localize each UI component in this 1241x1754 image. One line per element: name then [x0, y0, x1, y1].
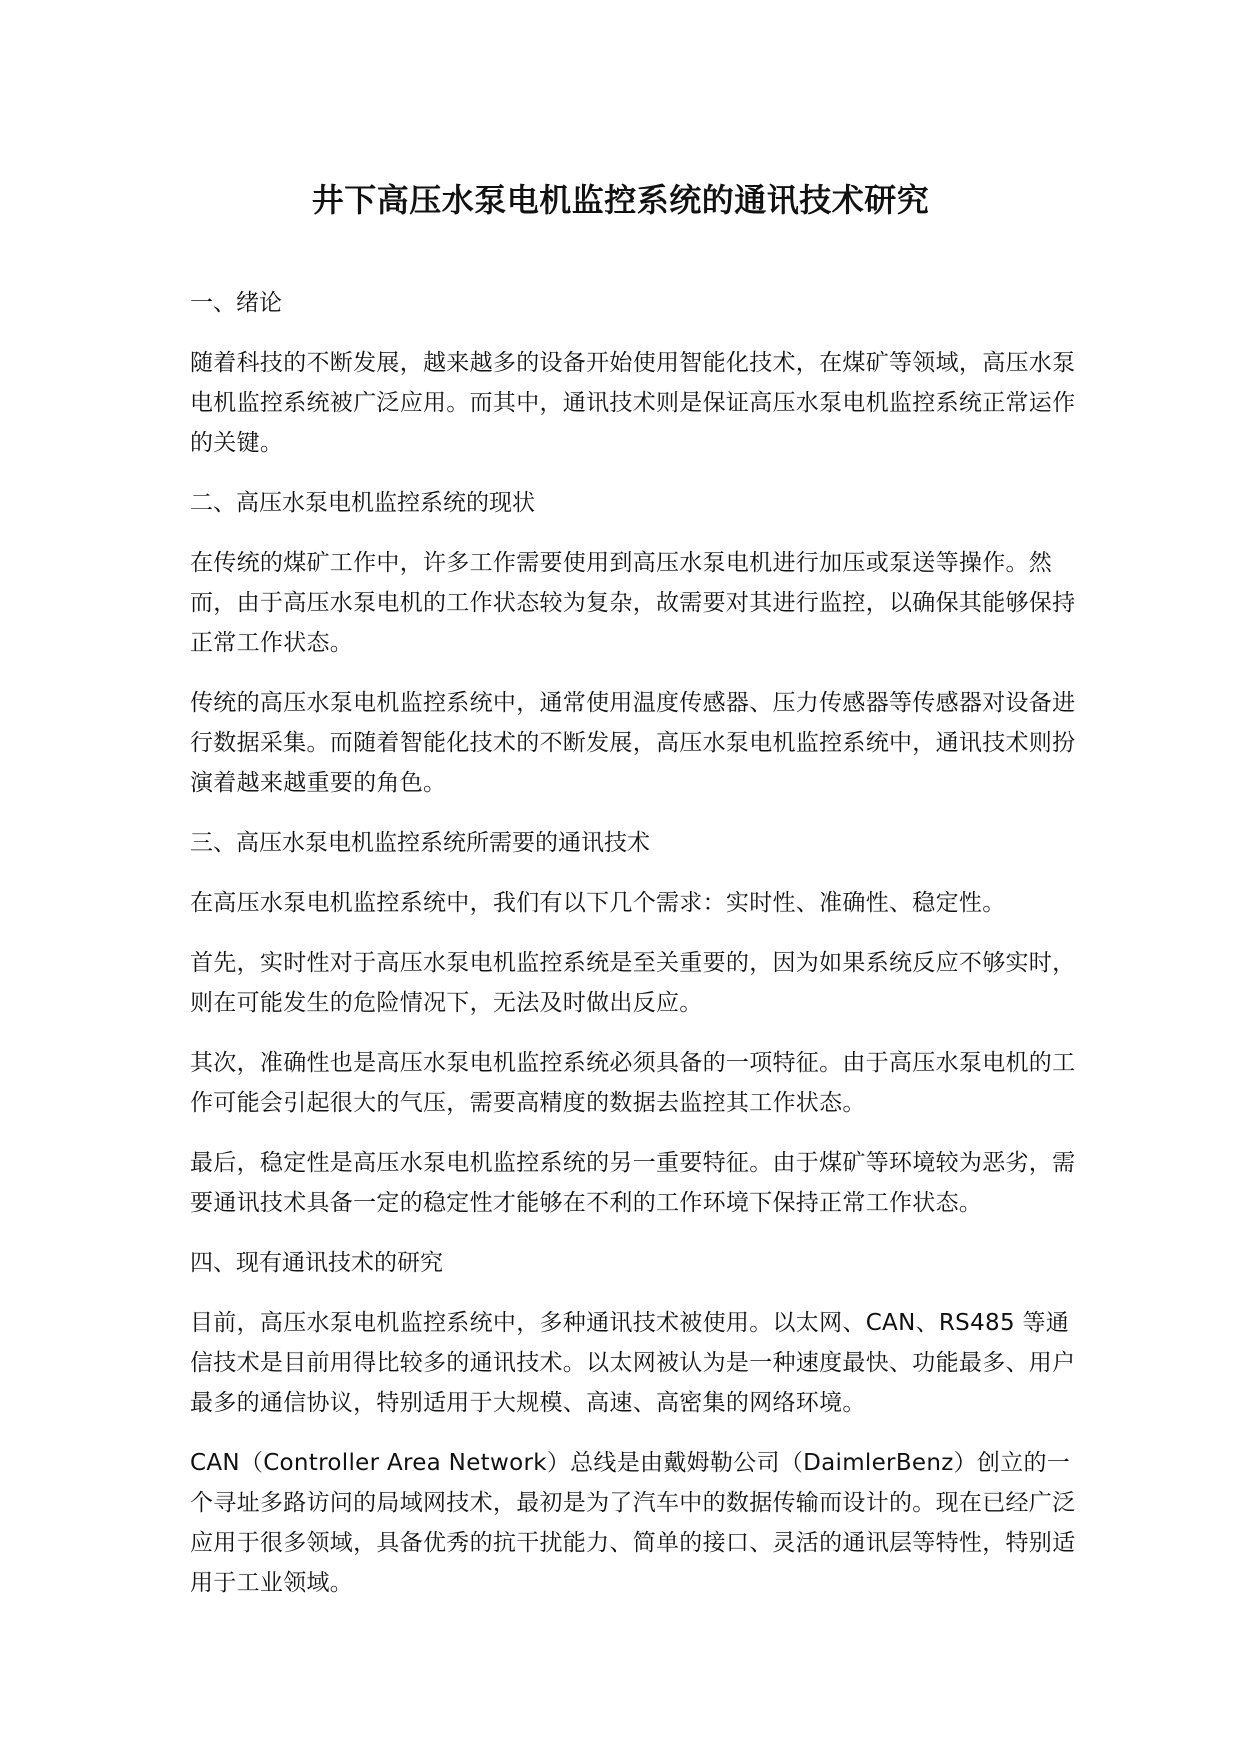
paragraph: 目前，高压水泵电机监控系统中，多种通讯技术被使用。以太网、CAN、RS485 等通信技术是目前用得比较多的通讯技术。以太网被认为是一种速度最快、功能最多、用户最多的通信协议，特别适用于大规模、高速、高密集的网络环境。 — [190, 1310, 1076, 1416]
section-heading-introduction: 一、绪论 — [190, 290, 282, 316]
section-heading-current-status: 二、高压水泵电机监控系统的现状 — [190, 490, 535, 516]
section-heading-existing-research: 四、现有通讯技术的研究 — [190, 1250, 443, 1276]
paragraph: 最后，稳定性是高压水泵电机监控系统的另一重要特征。由于煤矿等环境较为恶劣，需要通讯技术具备一定的稳定性才能够在不利的工作环境下保持正常工作状态。 — [190, 1150, 1076, 1216]
paragraph: 传统的高压水泵电机监控系统中，通常使用温度传感器、压力传感器等传感器对设备进行数据采集。而随着智能化技术的不断发展，高压水泵电机监控系统中，通讯技术则扮演着越来越重要的角色。 — [190, 690, 1076, 796]
document-body — [190, 283, 1090, 1623]
document-title: 井下高压水泵电机监控系统的通讯技术研究 — [311, 181, 930, 219]
section-heading-required-technology: 三、高压水泵电机监控系统所需要的通讯技术 — [190, 830, 650, 856]
paragraph: CAN（Controller Area Network）总线是由戴姆勒公司（DaimlerBenz）创立的一个寻址多路访问的局域网技术，最初是为了汽车中的数据传输而设计的。现在已经广泛应用于很多领域，具备优秀的抗干扰能力、简单的接口、灵活的通讯层等特性，特别适用于工业领域。 — [190, 1450, 1076, 1596]
paragraph: 随着科技的不断发展，越来越多的设备开始使用智能化技术，在煤矿等领域，高压水泵电机监控系统被广泛应用。而其中，通讯技术则是保证高压水泵电机监控系统正常运作的关键。 — [190, 350, 1076, 456]
paragraph: 在高压水泵电机监控系统中，我们有以下几个需求：实时性、准确性、稳定性。 — [190, 890, 1006, 916]
paragraph: 在传统的煤矿工作中，许多工作需要使用到高压水泵电机进行加压或泵送等操作。然而，由于高压水泵电机的工作状态较为复杂，故需要对其进行监控，以确保其能够保持正常工作状态。 — [190, 550, 1076, 656]
paragraph: 首先，实时性对于高压水泵电机监控系统是至关重要的，因为如果系统反应不够实时，则在可能发生的危险情况下，无法及时做出反应。 — [190, 950, 1076, 1016]
paragraph: 其次，准确性也是高压水泵电机监控系统必须具备的一项特征。由于高压水泵电机的工作可能会引起很大的气压，需要高精度的数据去监控其工作状态。 — [190, 1050, 1076, 1116]
